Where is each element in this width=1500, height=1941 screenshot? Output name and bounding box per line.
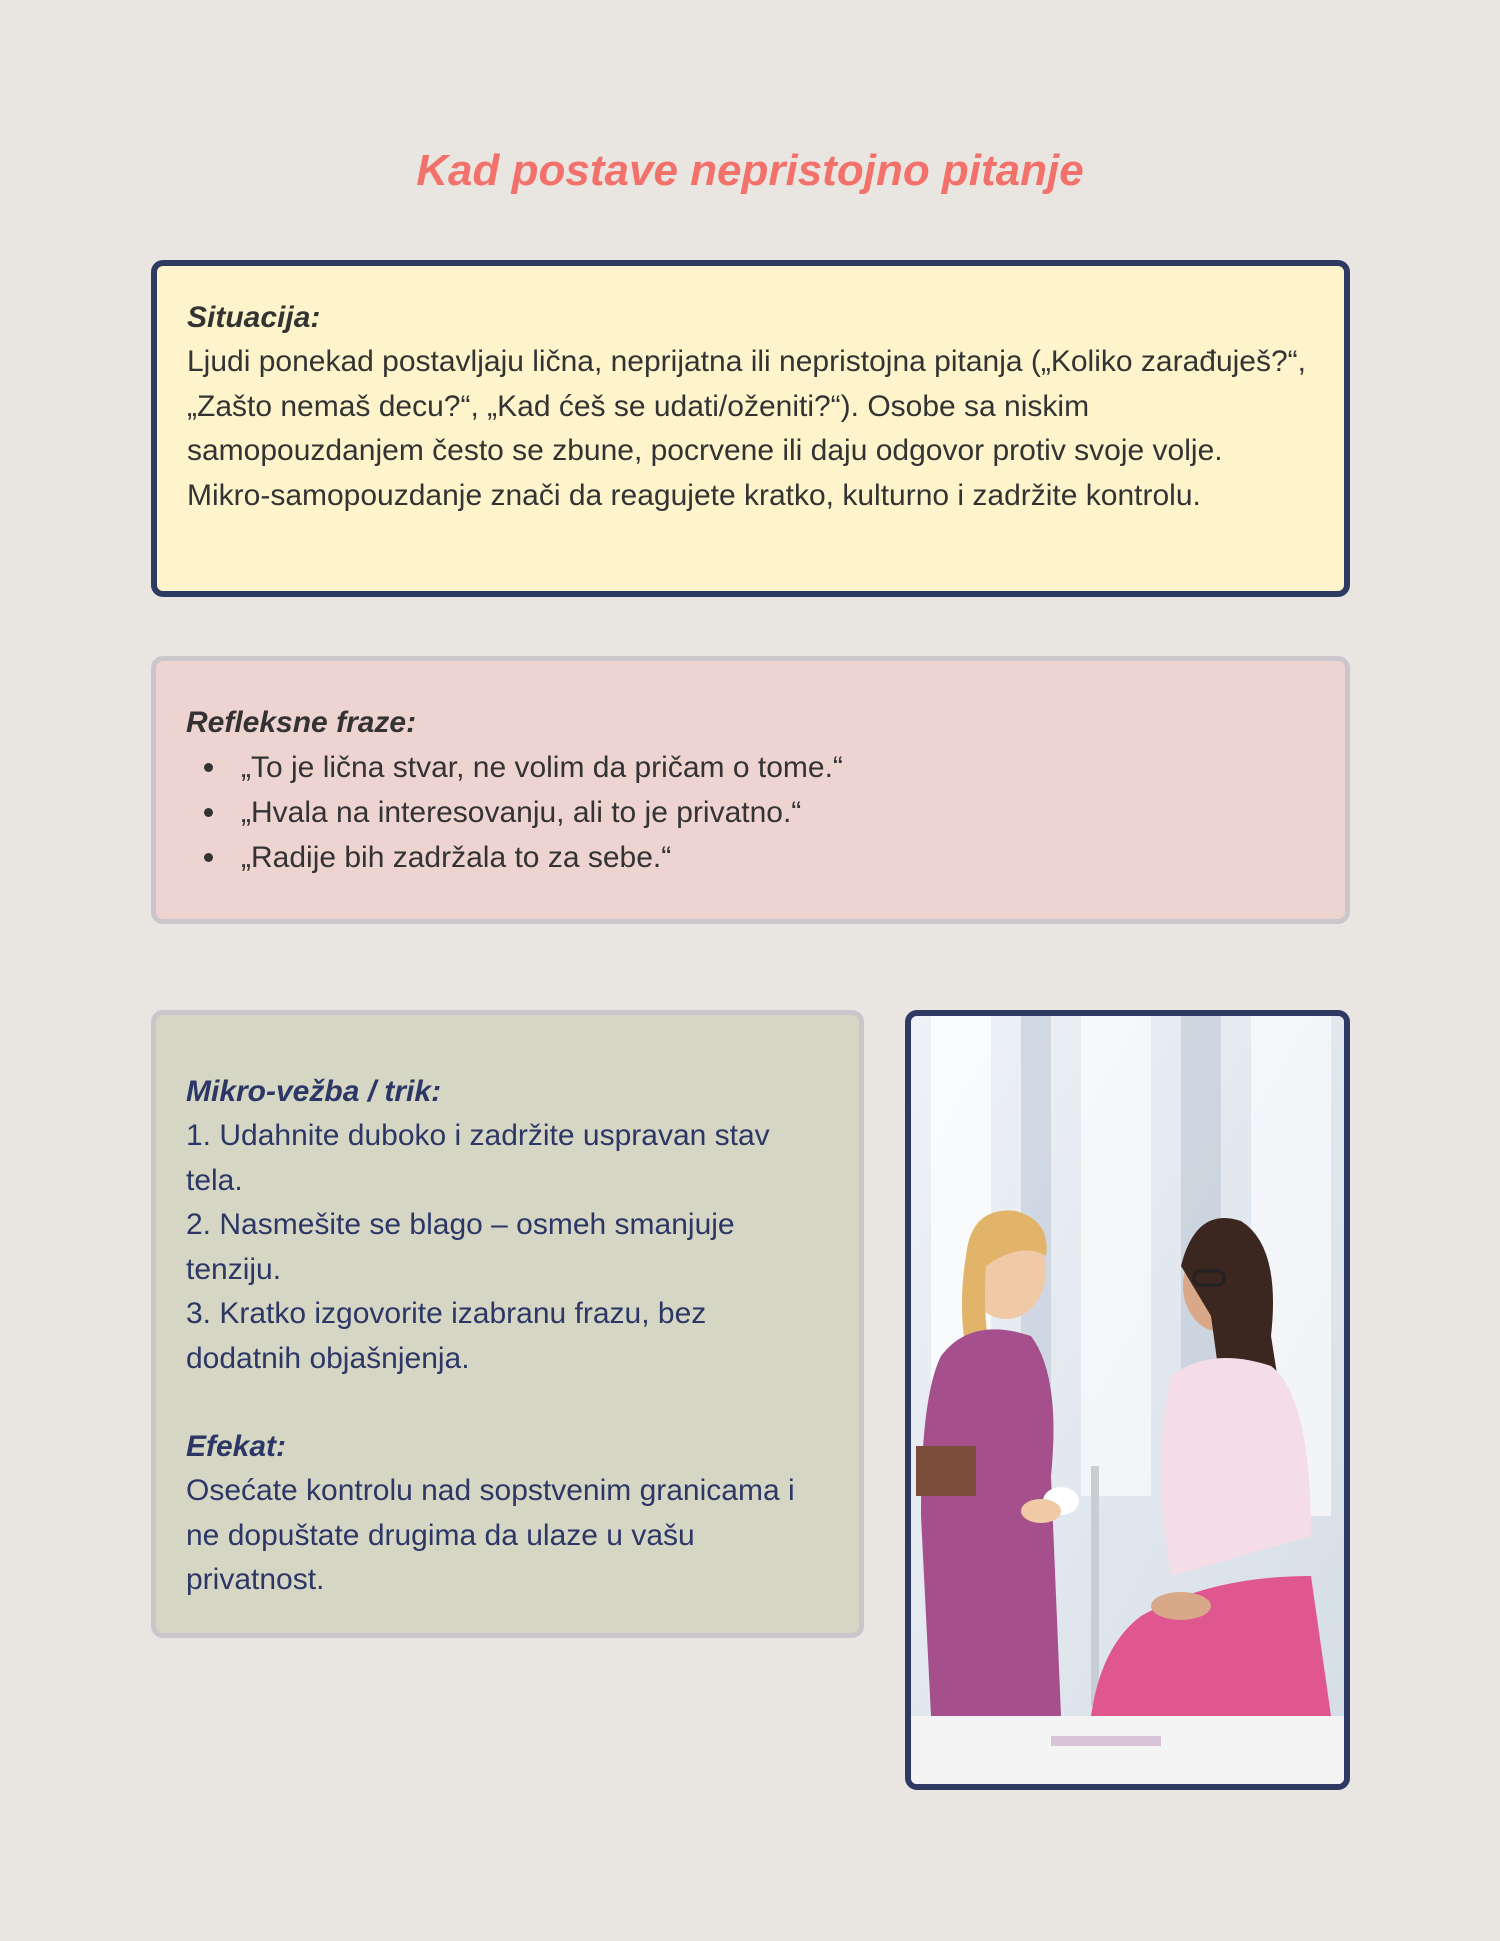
list-item <box>186 790 1315 835</box>
page-title: Kad postave nepristojno pitanje <box>416 146 1084 195</box>
effect-text: Osećate kontrolu nad sopstvenim granicama i ne dopuštate drugima da ulaze u vašu privatnost. <box>186 1474 795 1596</box>
exercise-step: 2. Nasmešite se blago – osmeh smanjuje tenziju. <box>186 1208 735 1286</box>
situation-text: Ljudi ponekad postavljaju lična, neprijatna ili nepristojna pitanja („Koliko zarađuješ?“, „Zašto nemaš decu?“, „Kad ćeš se udati/oženiti?“). Osobe sa niskim samopouzdanjem često se zbune, pocrvene ili daju odgovor protiv svoje volje. Mikro-samopouzdanje znači da reagujete kratko, kulturno i zadržite kontrolu. <box>187 345 1306 512</box>
bullet-icon <box>204 853 213 862</box>
phrases-box <box>151 656 1350 924</box>
phrase-text: „To je lična stvar, ne volim da pričam o tome.“ <box>241 751 843 784</box>
list-item <box>186 745 1315 790</box>
exercise-step: 3. Kratko izgovorite izabranu frazu, bez dodatnih objašnjenja. <box>186 1297 707 1375</box>
list-item <box>186 835 1315 880</box>
bullet-icon <box>204 763 213 772</box>
exercise-step: 1. Udahnite duboko i zadržite uspravan stav tela. <box>186 1119 770 1197</box>
exercise-box <box>151 1010 864 1638</box>
phrase-text: „Radije bih zadržala to za sebe.“ <box>241 841 672 874</box>
effect-label: Efekat: <box>186 1430 287 1463</box>
situation-box <box>151 260 1350 597</box>
photo-frame <box>905 1010 1350 1790</box>
photo-two-women-talking-icon <box>911 1016 1344 1784</box>
phrase-text: „Hvala na interesovanju, ali to je privatno.“ <box>241 796 802 829</box>
bullet-icon <box>204 808 213 817</box>
exercise-steps <box>186 1114 829 1381</box>
phrases-list <box>186 745 1315 880</box>
phrases-label: Refleksne fraze: <box>186 706 417 739</box>
exercise-label: Mikro-vežba / trik: <box>186 1075 442 1108</box>
situation-label: Situacija: <box>187 301 321 334</box>
